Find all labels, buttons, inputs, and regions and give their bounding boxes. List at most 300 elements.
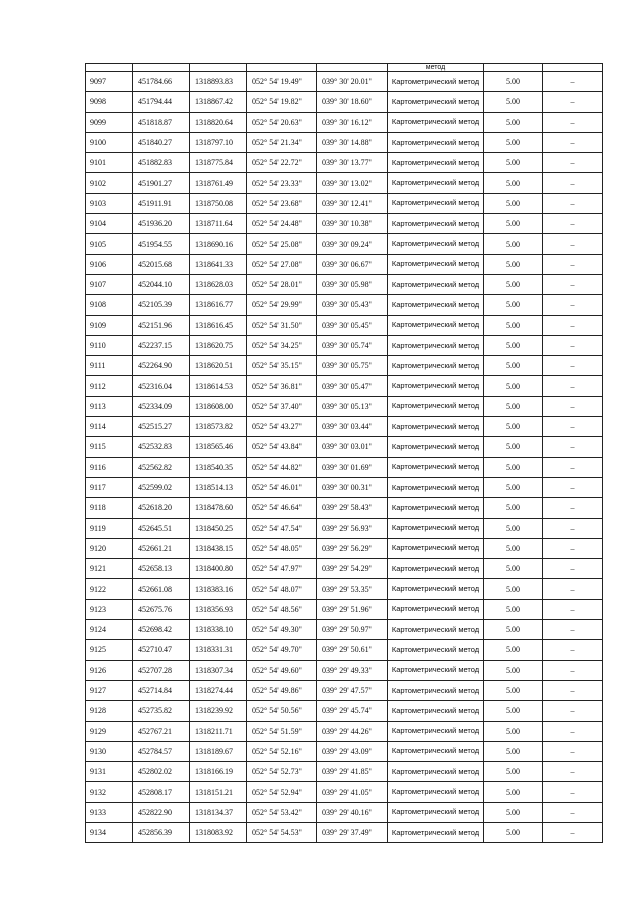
- cell-y-coordinate: 1318616.77: [190, 295, 247, 315]
- cell-method: Картометрический метод: [388, 559, 484, 579]
- cell-y-coordinate: 1318239.92: [190, 701, 247, 721]
- cell-note: –: [543, 762, 603, 782]
- table-row: [86, 579, 603, 599]
- cell-note: –: [543, 193, 603, 213]
- cell-note: –: [543, 173, 603, 193]
- cell-point-number: 9132: [86, 782, 133, 802]
- cell-note: –: [543, 92, 603, 112]
- cell-accuracy: 5.00: [484, 782, 543, 802]
- cell-accuracy: 5.00: [484, 579, 543, 599]
- cell-note: –: [543, 741, 603, 761]
- cell-x-coordinate: 452264.90: [133, 356, 190, 376]
- table-row: [86, 234, 603, 254]
- table-row: [86, 254, 603, 274]
- cell-y-coordinate: 1318338.10: [190, 620, 247, 640]
- cell-point-number: 9118: [86, 498, 133, 518]
- table-row: [86, 72, 603, 92]
- cell-longitude: 039° 30' 05.98": [317, 274, 388, 294]
- cell-point-number: 9128: [86, 701, 133, 721]
- cell-y-coordinate: 1318478.60: [190, 498, 247, 518]
- cell-method: Картометрический метод: [388, 92, 484, 112]
- cell-longitude: 039° 30' 18.60": [317, 92, 388, 112]
- cell-longitude: 039° 30' 05.45": [317, 315, 388, 335]
- cell-latitude: 052° 54' 51.59": [247, 721, 317, 741]
- cell-point-number: 9126: [86, 660, 133, 680]
- cell-empty: [543, 64, 603, 72]
- cell-point-number: 9120: [86, 538, 133, 558]
- cell-x-coordinate: 452645.51: [133, 518, 190, 538]
- cell-y-coordinate: 1318211.71: [190, 721, 247, 741]
- cell-note: –: [543, 640, 603, 660]
- cell-point-number: 9099: [86, 112, 133, 132]
- table-row: [86, 660, 603, 680]
- cell-x-coordinate: 452515.27: [133, 417, 190, 437]
- table-row: [86, 701, 603, 721]
- cell-latitude: 052° 54' 48.56": [247, 599, 317, 619]
- cell-method: Картометрический метод: [388, 335, 484, 355]
- cell-y-coordinate: 1318166.19: [190, 762, 247, 782]
- cell-point-number: 9108: [86, 295, 133, 315]
- cell-point-number: 9103: [86, 193, 133, 213]
- cell-latitude: 052° 54' 52.94": [247, 782, 317, 802]
- cell-point-number: 9123: [86, 599, 133, 619]
- cell-accuracy: 5.00: [484, 274, 543, 294]
- cell-point-number: 9105: [86, 234, 133, 254]
- cell-longitude: 039° 30' 09.24": [317, 234, 388, 254]
- cell-y-coordinate: 1318750.08: [190, 193, 247, 213]
- cell-note: –: [543, 660, 603, 680]
- cell-accuracy: 5.00: [484, 559, 543, 579]
- cell-x-coordinate: 452714.84: [133, 680, 190, 700]
- cell-accuracy: 5.00: [484, 721, 543, 741]
- cell-accuracy: 5.00: [484, 477, 543, 497]
- cell-point-number: 9115: [86, 437, 133, 457]
- cell-longitude: 039° 29' 43.09": [317, 741, 388, 761]
- table-row: [86, 132, 603, 152]
- cell-latitude: 052° 54' 52.16": [247, 741, 317, 761]
- cell-note: –: [543, 559, 603, 579]
- cell-method: Картометрический метод: [388, 457, 484, 477]
- cell-longitude: 039° 29' 41.85": [317, 762, 388, 782]
- cell-latitude: 052° 54' 35.15": [247, 356, 317, 376]
- cell-note: –: [543, 417, 603, 437]
- cell-latitude: 052° 54' 52.73": [247, 762, 317, 782]
- cell-method: Картометрический метод: [388, 782, 484, 802]
- cell-method: Картометрический метод: [388, 477, 484, 497]
- cell-method: Картометрический метод: [388, 741, 484, 761]
- cell-accuracy: 5.00: [484, 254, 543, 274]
- table-row: [86, 762, 603, 782]
- cell-longitude: 039° 30' 14.88": [317, 132, 388, 152]
- cell-accuracy: 5.00: [484, 92, 543, 112]
- cell-note: –: [543, 132, 603, 152]
- cell-y-coordinate: 1318620.51: [190, 356, 247, 376]
- cell-longitude: 039° 29' 41.05": [317, 782, 388, 802]
- table-row: [86, 822, 603, 842]
- cell-point-number: 9100: [86, 132, 133, 152]
- cell-x-coordinate: 452735.82: [133, 701, 190, 721]
- table-row: [86, 173, 603, 193]
- cell-accuracy: 5.00: [484, 620, 543, 640]
- cell-latitude: 052° 54' 23.33": [247, 173, 317, 193]
- cell-method: Картометрический метод: [388, 356, 484, 376]
- cell-note: –: [543, 295, 603, 315]
- cell-y-coordinate: 1318893.83: [190, 72, 247, 92]
- table-row: [86, 437, 603, 457]
- cell-point-number: 9125: [86, 640, 133, 660]
- cell-method: Картометрический метод: [388, 579, 484, 599]
- cell-method: Картометрический метод: [388, 173, 484, 193]
- cell-note: –: [543, 701, 603, 721]
- cell-latitude: 052° 54' 28.01": [247, 274, 317, 294]
- cell-note: –: [543, 498, 603, 518]
- cell-note: –: [543, 234, 603, 254]
- cell-point-number: 9111: [86, 356, 133, 376]
- cell-x-coordinate: 452044.10: [133, 274, 190, 294]
- cell-method: Картометрический метод: [388, 620, 484, 640]
- cell-point-number: 9129: [86, 721, 133, 741]
- cell-x-coordinate: 452675.76: [133, 599, 190, 619]
- cell-y-coordinate: 1318383.16: [190, 579, 247, 599]
- cell-point-number: 9124: [86, 620, 133, 640]
- cell-accuracy: 5.00: [484, 356, 543, 376]
- cell-longitude: 039° 30' 05.13": [317, 396, 388, 416]
- cell-note: –: [543, 72, 603, 92]
- cell-x-coordinate: 452316.04: [133, 376, 190, 396]
- cell-note: –: [543, 802, 603, 822]
- cell-accuracy: 5.00: [484, 599, 543, 619]
- cell-longitude: 039° 30' 01.69": [317, 457, 388, 477]
- cell-latitude: 052° 54' 49.30": [247, 620, 317, 640]
- cell-method: Картометрический метод: [388, 660, 484, 680]
- cell-x-coordinate: 452618.20: [133, 498, 190, 518]
- cell-accuracy: 5.00: [484, 132, 543, 152]
- table-row: [86, 721, 603, 741]
- coordinates-table-page: [85, 63, 602, 843]
- table-row: [86, 193, 603, 213]
- cell-note: –: [543, 680, 603, 700]
- cell-y-coordinate: 1318761.49: [190, 173, 247, 193]
- cell-note: –: [543, 721, 603, 741]
- cell-latitude: 052° 54' 25.08": [247, 234, 317, 254]
- cell-point-number: 9107: [86, 274, 133, 294]
- cell-note: –: [543, 335, 603, 355]
- table-row: [86, 538, 603, 558]
- table-row: [86, 559, 603, 579]
- cell-point-number: 9133: [86, 802, 133, 822]
- cell-accuracy: 5.00: [484, 518, 543, 538]
- cell-longitude: 039° 30' 00.31": [317, 477, 388, 497]
- cell-accuracy: 5.00: [484, 234, 543, 254]
- cell-y-coordinate: 1318628.03: [190, 274, 247, 294]
- cell-x-coordinate: 452710.47: [133, 640, 190, 660]
- cell-x-coordinate: 451818.87: [133, 112, 190, 132]
- table-row: [86, 741, 603, 761]
- cell-latitude: 052° 54' 31.50": [247, 315, 317, 335]
- cell-y-coordinate: 1318514.13: [190, 477, 247, 497]
- cell-point-number: 9110: [86, 335, 133, 355]
- cell-longitude: 039° 29' 54.29": [317, 559, 388, 579]
- cell-method: Картометрический метод: [388, 234, 484, 254]
- cell-note: –: [543, 579, 603, 599]
- cell-latitude: 052° 54' 46.64": [247, 498, 317, 518]
- cell-y-coordinate: 1318307.34: [190, 660, 247, 680]
- cell-latitude: 052° 54' 19.82": [247, 92, 317, 112]
- cell-accuracy: 5.00: [484, 762, 543, 782]
- cell-accuracy: 5.00: [484, 396, 543, 416]
- cell-y-coordinate: 1318356.93: [190, 599, 247, 619]
- cell-y-coordinate: 1318573.82: [190, 417, 247, 437]
- cell-y-coordinate: 1318690.16: [190, 234, 247, 254]
- cell-x-coordinate: 452015.68: [133, 254, 190, 274]
- cell-x-coordinate: 452105.39: [133, 295, 190, 315]
- cell-point-number: 9101: [86, 153, 133, 173]
- cell-y-coordinate: 1318620.75: [190, 335, 247, 355]
- cell-x-coordinate: 452802.02: [133, 762, 190, 782]
- cell-empty: [317, 64, 388, 72]
- cell-y-coordinate: 1318134.37: [190, 802, 247, 822]
- cell-latitude: 052° 54' 49.60": [247, 660, 317, 680]
- cell-accuracy: 5.00: [484, 538, 543, 558]
- cell-accuracy: 5.00: [484, 660, 543, 680]
- cell-method: Картометрический метод: [388, 214, 484, 234]
- table-row: [86, 396, 603, 416]
- cell-note: –: [543, 112, 603, 132]
- cell-latitude: 052° 54' 21.34": [247, 132, 317, 152]
- cell-longitude: 039° 29' 56.29": [317, 538, 388, 558]
- cell-x-coordinate: 452599.02: [133, 477, 190, 497]
- cell-note: –: [543, 356, 603, 376]
- cell-longitude: 039° 29' 50.97": [317, 620, 388, 640]
- cell-note: –: [543, 620, 603, 640]
- cell-method: Картометрический метод: [388, 680, 484, 700]
- cell-point-number: 9134: [86, 822, 133, 842]
- cell-accuracy: 5.00: [484, 498, 543, 518]
- cell-method: Картометрический метод: [388, 538, 484, 558]
- cell-longitude: 039° 29' 58.43": [317, 498, 388, 518]
- cell-x-coordinate: 452658.13: [133, 559, 190, 579]
- cell-y-coordinate: 1318820.64: [190, 112, 247, 132]
- cell-method: Картометрический метод: [388, 193, 484, 213]
- table-row: [86, 417, 603, 437]
- cell-x-coordinate: 452562.82: [133, 457, 190, 477]
- cell-x-coordinate: 452767.21: [133, 721, 190, 741]
- cell-accuracy: 5.00: [484, 72, 543, 92]
- cell-x-coordinate: 451901.27: [133, 173, 190, 193]
- cell-longitude: 039° 30' 05.74": [317, 335, 388, 355]
- cell-point-number: 9102: [86, 173, 133, 193]
- cell-point-number: 9127: [86, 680, 133, 700]
- cell-accuracy: 5.00: [484, 640, 543, 660]
- cell-method: Картометрический метод: [388, 518, 484, 538]
- cell-note: –: [543, 477, 603, 497]
- cell-longitude: 039° 29' 37.49": [317, 822, 388, 842]
- cell-latitude: 052° 54' 53.42": [247, 802, 317, 822]
- cell-latitude: 052° 54' 50.56": [247, 701, 317, 721]
- cell-longitude: 039° 30' 20.01": [317, 72, 388, 92]
- cell-x-coordinate: 452661.08: [133, 579, 190, 599]
- cell-accuracy: 5.00: [484, 457, 543, 477]
- cell-y-coordinate: 1318083.92: [190, 822, 247, 842]
- table-row: [86, 376, 603, 396]
- cell-note: –: [543, 376, 603, 396]
- cell-y-coordinate: 1318608.00: [190, 396, 247, 416]
- cell-longitude: 039° 30' 03.44": [317, 417, 388, 437]
- cell-x-coordinate: 452661.21: [133, 538, 190, 558]
- cell-note: –: [543, 782, 603, 802]
- cell-method: Картометрический метод: [388, 721, 484, 741]
- cell-latitude: 052° 54' 47.97": [247, 559, 317, 579]
- cell-method: Картометрический метод: [388, 315, 484, 335]
- cell-point-number: 9106: [86, 254, 133, 274]
- cell-longitude: 039° 30' 13.77": [317, 153, 388, 173]
- table-row: [86, 599, 603, 619]
- cell-latitude: 052° 54' 54.53": [247, 822, 317, 842]
- cell-note: –: [543, 437, 603, 457]
- cell-method-continued: метод: [388, 64, 484, 72]
- cell-point-number: 9109: [86, 315, 133, 335]
- cell-accuracy: 5.00: [484, 822, 543, 842]
- cell-point-number: 9131: [86, 762, 133, 782]
- cell-x-coordinate: 452822.90: [133, 802, 190, 822]
- coordinates-table-body: [86, 64, 603, 843]
- cell-longitude: 039° 29' 44.26": [317, 721, 388, 741]
- cell-note: –: [543, 396, 603, 416]
- cell-accuracy: 5.00: [484, 680, 543, 700]
- cell-method: Картометрический метод: [388, 701, 484, 721]
- table-row: [86, 214, 603, 234]
- table-row: [86, 112, 603, 132]
- cell-method: Картометрический метод: [388, 640, 484, 660]
- cell-latitude: 052° 54' 27.08": [247, 254, 317, 274]
- cell-accuracy: 5.00: [484, 112, 543, 132]
- cell-accuracy: 5.00: [484, 376, 543, 396]
- cell-y-coordinate: 1318400.80: [190, 559, 247, 579]
- cell-x-coordinate: 452532.83: [133, 437, 190, 457]
- cell-x-coordinate: 452334.09: [133, 396, 190, 416]
- cell-latitude: 052° 54' 34.25": [247, 335, 317, 355]
- cell-longitude: 039° 29' 56.93": [317, 518, 388, 538]
- cell-note: –: [543, 599, 603, 619]
- cell-point-number: 9104: [86, 214, 133, 234]
- table-row: [86, 680, 603, 700]
- cell-empty: [133, 64, 190, 72]
- cell-method: Картометрический метод: [388, 417, 484, 437]
- table-row: [86, 457, 603, 477]
- cell-longitude: 039° 30' 13.02": [317, 173, 388, 193]
- cell-point-number: 9117: [86, 477, 133, 497]
- cell-latitude: 052° 54' 36.81": [247, 376, 317, 396]
- cell-latitude: 052° 54' 19.49": [247, 72, 317, 92]
- cell-point-number: 9098: [86, 92, 133, 112]
- cell-latitude: 052° 54' 43.84": [247, 437, 317, 457]
- cell-note: –: [543, 254, 603, 274]
- cell-x-coordinate: 452698.42: [133, 620, 190, 640]
- cell-y-coordinate: 1318797.10: [190, 132, 247, 152]
- cell-method: Картометрический метод: [388, 72, 484, 92]
- cell-y-coordinate: 1318274.44: [190, 680, 247, 700]
- cell-empty: [190, 64, 247, 72]
- table-row: [86, 335, 603, 355]
- cell-latitude: 052° 54' 29.99": [247, 295, 317, 315]
- cell-latitude: 052° 54' 24.48": [247, 214, 317, 234]
- cell-method: Картометрический метод: [388, 254, 484, 274]
- cell-note: –: [543, 822, 603, 842]
- table-row: [86, 315, 603, 335]
- cell-x-coordinate: 452808.17: [133, 782, 190, 802]
- cell-accuracy: 5.00: [484, 335, 543, 355]
- cell-x-coordinate: 452707.28: [133, 660, 190, 680]
- table-row: [86, 802, 603, 822]
- cell-latitude: 052° 54' 43.27": [247, 417, 317, 437]
- cell-longitude: 039° 30' 16.12": [317, 112, 388, 132]
- cell-point-number: 9113: [86, 396, 133, 416]
- cell-note: –: [543, 214, 603, 234]
- cell-y-coordinate: 1318189.67: [190, 741, 247, 761]
- cell-point-number: 9122: [86, 579, 133, 599]
- cell-latitude: 052° 54' 23.68": [247, 193, 317, 213]
- cell-x-coordinate: 451954.55: [133, 234, 190, 254]
- cell-method: Картометрический метод: [388, 437, 484, 457]
- cell-method: Картометрический метод: [388, 376, 484, 396]
- cell-point-number: 9119: [86, 518, 133, 538]
- cell-note: –: [543, 153, 603, 173]
- cell-empty: [247, 64, 317, 72]
- cell-longitude: 039° 30' 12.41": [317, 193, 388, 213]
- cell-latitude: 052° 54' 49.86": [247, 680, 317, 700]
- cell-y-coordinate: 1318614.53: [190, 376, 247, 396]
- cell-accuracy: 5.00: [484, 437, 543, 457]
- cell-longitude: 039° 29' 51.96": [317, 599, 388, 619]
- cell-y-coordinate: 1318616.45: [190, 315, 247, 335]
- cell-method: Картометрический метод: [388, 295, 484, 315]
- cell-x-coordinate: 451794.44: [133, 92, 190, 112]
- table-row: [86, 518, 603, 538]
- cell-x-coordinate: 451882.83: [133, 153, 190, 173]
- cell-note: –: [543, 274, 603, 294]
- cell-method: Картометрический метод: [388, 762, 484, 782]
- cell-point-number: 9112: [86, 376, 133, 396]
- cell-longitude: 039° 30' 05.43": [317, 295, 388, 315]
- cell-method: Картометрический метод: [388, 599, 484, 619]
- cell-latitude: 052° 54' 44.82": [247, 457, 317, 477]
- cell-empty: [484, 64, 543, 72]
- cell-longitude: 039° 30' 05.47": [317, 376, 388, 396]
- cell-y-coordinate: 1318331.31: [190, 640, 247, 660]
- cell-x-coordinate: 451936.20: [133, 214, 190, 234]
- cell-y-coordinate: 1318711.64: [190, 214, 247, 234]
- cell-method: Картометрический метод: [388, 112, 484, 132]
- cell-longitude: 039° 30' 03.01": [317, 437, 388, 457]
- cell-longitude: 039° 29' 49.33": [317, 660, 388, 680]
- table-row: [86, 153, 603, 173]
- cell-latitude: 052° 54' 47.54": [247, 518, 317, 538]
- cell-accuracy: 5.00: [484, 701, 543, 721]
- cell-latitude: 052° 54' 48.07": [247, 579, 317, 599]
- cell-x-coordinate: 451784.66: [133, 72, 190, 92]
- cell-longitude: 039° 29' 40.16": [317, 802, 388, 822]
- cell-accuracy: 5.00: [484, 295, 543, 315]
- cell-y-coordinate: 1318450.25: [190, 518, 247, 538]
- cell-empty: [86, 64, 133, 72]
- cell-method: Картометрический метод: [388, 396, 484, 416]
- cell-x-coordinate: 452151.96: [133, 315, 190, 335]
- cell-note: –: [543, 518, 603, 538]
- cell-point-number: 9121: [86, 559, 133, 579]
- cell-longitude: 039° 29' 50.61": [317, 640, 388, 660]
- cell-note: –: [543, 538, 603, 558]
- cell-latitude: 052° 54' 20.63": [247, 112, 317, 132]
